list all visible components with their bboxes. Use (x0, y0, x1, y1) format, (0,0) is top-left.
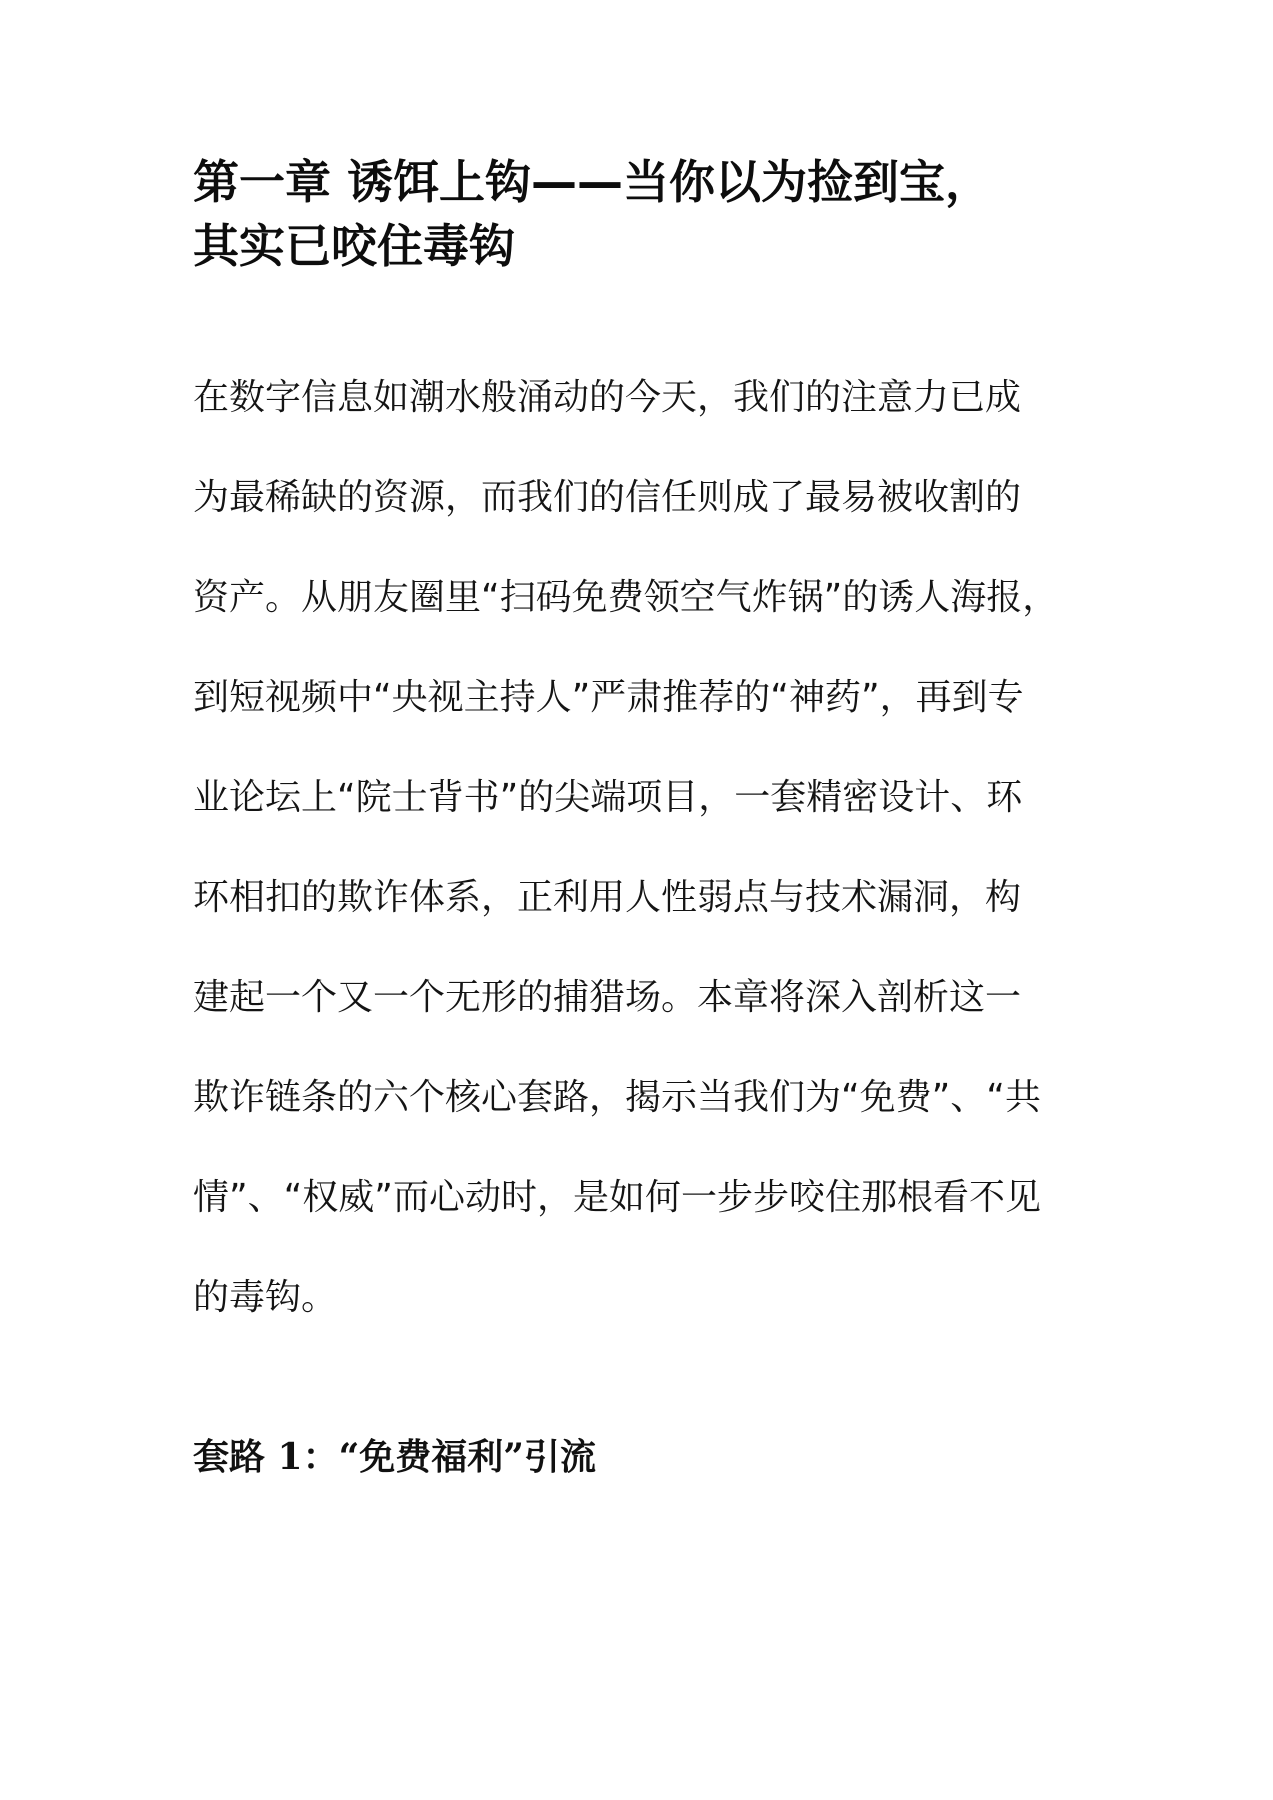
section-heading: 套路 1：“免费福利”引流 (193, 1436, 596, 1478)
paragraph-line: 情”、“权威”而心动时，是如何一步步咬住那根看不见 (193, 1177, 1041, 1218)
paragraph-line: 欺诈链条的六个核心套路，揭示当我们为“免费”、“共 (193, 1077, 1041, 1118)
chapter-title (193, 150, 1093, 278)
paragraph-line: 在数字信息如潮水般涌动的今天，我们的注意力已成 (193, 377, 1022, 418)
paragraph-line: 业论坛上“院士背书”的尖端项目，一套精密设计、环 (193, 777, 1023, 818)
paragraph-line: 资产。从朋友圈里“扫码免费领空气炸锅”的诱人海报， (193, 577, 1059, 618)
chapter-title-line-1: 第一章 诱饵上钩——当你以为捡到宝， (193, 155, 992, 209)
paragraph-line: 到短视频中“央视主持人”严肃推荐的“神药”，再到专 (193, 677, 1024, 718)
intro-paragraph (193, 348, 1093, 1348)
paragraph-line: 环相扣的欺诈体系，正利用人性弱点与技术漏洞，构 (193, 877, 1022, 918)
paragraph-line: 为最稀缺的资源，而我们的信任则成了最易被收割的 (193, 477, 1022, 518)
paragraph-line: 的毒钩。 (193, 1277, 338, 1318)
chapter-title-line-2: 其实已咬住毒钩 (193, 219, 515, 273)
paragraph-line: 建起一个又一个无形的捕猎场。本章将深入剖析这一 (193, 977, 1022, 1018)
